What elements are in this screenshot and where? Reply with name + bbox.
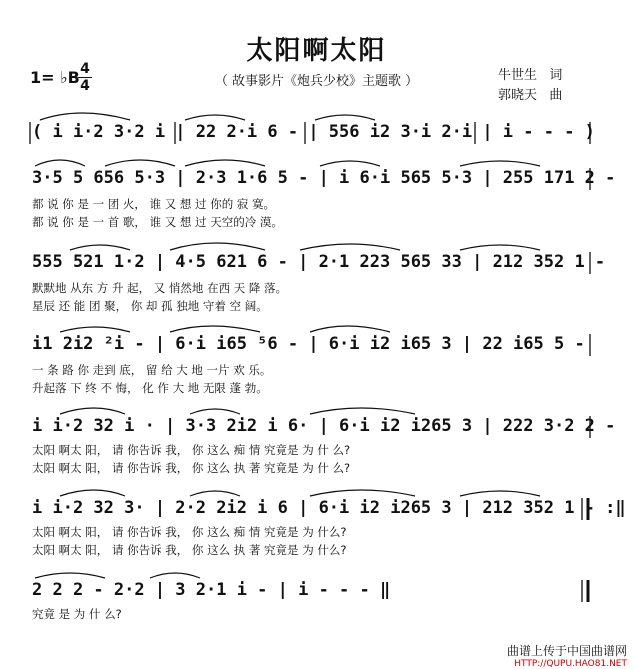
score-row-2-notes: 3·5 5 656 5·3 | 2·3 1·6 5 - | i 6·i 565 5·3 | 255 171 2 - bbox=[32, 168, 616, 188]
score-row-5-lyric-1: 太阳 啊太 阳， 请 你告诉 我， 你 这么 痴 情 究竟是 为 什 么? bbox=[32, 443, 351, 457]
lyricist-name: 牛世生 bbox=[498, 68, 538, 83]
score-row-1-notes: ( i i·2 3·2 i | 22 2·i 6 - | 556 i2 3·i 2·i | i - - - ) bbox=[32, 122, 595, 142]
song-title: 太阳啊太阳 bbox=[246, 36, 387, 66]
score-row-4-notes: i1 2i2 ²i - | 6·i i65 ⁵6 - | 6·i i2 i65 3 | 22 i65 5 - bbox=[32, 334, 585, 354]
composer-credit bbox=[498, 84, 562, 103]
score-row-7-lyric-1: 究竟 是 为 什 么? bbox=[32, 607, 122, 621]
meter-bottom: 4 bbox=[80, 78, 90, 94]
song-subtitle: （ 故事影片《炮兵少校》主题歌 ） bbox=[214, 74, 419, 89]
score-row-3-notes: 555 521 1·2 | 4·5 621 6 - | 2·1 223 565 33 | 212 352 1 - bbox=[32, 252, 606, 272]
score-row-7-notes: 2 2 2 - 2·2 | 3 2·1 i - | i - - - ‖ bbox=[32, 580, 391, 600]
lyricist-role: 词 bbox=[549, 68, 563, 83]
score-row-2-lyric-2: 都 说 你 是 一 首 歌， 谁 又 想 过 天空的冷 漠。 bbox=[32, 215, 283, 229]
score-row-2-lyric-1: 都 说 你 是 一 团 火， 谁 又 想 过 你的 寂 寞。 bbox=[32, 197, 276, 211]
score-row-4-lyric-2: 升起落 下 终 不 悔， 化 作 大 地 无限 蓬 勃。 bbox=[32, 381, 268, 395]
meter-top: 4 bbox=[80, 61, 90, 77]
composer-name: 郭晓天 bbox=[498, 88, 538, 103]
score-row-4-lyric-1: 一 条 路 你 走到 底， 留 给 大 地 一片 欢 乐。 bbox=[32, 363, 272, 377]
watermark-site: 曲谱上传于中国曲谱网 bbox=[506, 644, 627, 658]
key-signature: 1= ♭B bbox=[30, 68, 80, 87]
score-row-3-lyric-1: 默默地 从东 方 升 起， 又 悄然地 在西 天 降 落。 bbox=[32, 281, 288, 295]
lyricist-credit bbox=[498, 64, 562, 83]
composer-role: 曲 bbox=[549, 88, 563, 103]
watermark-url: HTTP://QUPU.HAO81.NET bbox=[514, 659, 627, 669]
score-row-6-notes: i i·2 32 3· | 2·2 2i2 i 6 | 6·i i2 i265 3 | 212 352 1 - :‖ bbox=[32, 498, 626, 518]
score-row-3-lyric-2: 星辰 还 能 团 聚， 你 却 孤 独地 守着 空 阔。 bbox=[32, 299, 268, 313]
score-row-5-notes: i i·2 32 i · | 3·3 2i2 i 6· | 6·i i2 i265 3 | 222 3·2 2 - bbox=[32, 416, 616, 436]
time-signature bbox=[78, 62, 92, 93]
score-row-5-lyric-2: 太阳 啊太 阳， 请 你告诉 我， 你 这么 执 著 究竟是 为 什 么? bbox=[32, 461, 351, 475]
score-row-6-lyric-2: 太阳 啊太 阳， 请 你告诉 我， 你 这么 执 著 究竟是 为 什么? bbox=[32, 543, 347, 557]
score-row-6-lyric-1: 太阳 啊太 阳， 请 你告诉 我， 你 这么 痴 情 究竟是 为 什么? bbox=[32, 525, 347, 539]
